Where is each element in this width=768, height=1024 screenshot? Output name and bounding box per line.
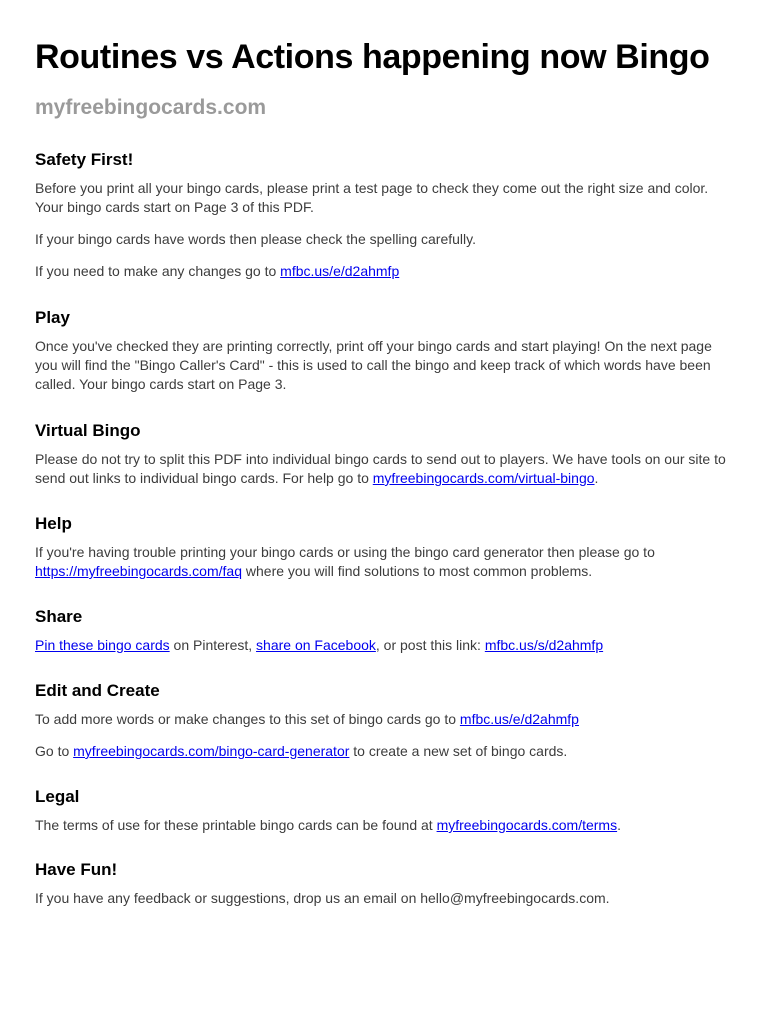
- section-have-fun: [35, 859, 738, 908]
- pinterest-link[interactable]: Pin these bingo cards: [35, 637, 170, 653]
- section-safety-first: [35, 149, 738, 281]
- safety-text: If you need to make any changes go to: [35, 263, 281, 279]
- help-text: If you're having trouble printing your bingo cards or using the bingo card generator then please go to: [35, 544, 655, 560]
- safety-paragraph-1: Before you print all your bingo cards, please print a test page to check they come out the right size and color. Your bingo cards start on Page 3 of this PDF.: [35, 180, 709, 215]
- share-text-1: on Pinterest,: [169, 637, 257, 653]
- section-edit-and-create: [35, 680, 738, 761]
- virtual-text: Please do not try to split this PDF into individual bingo cards to send out to players. We have tools on our site to send out links to individual bingo cards. For help go to: [35, 451, 726, 486]
- fun-paragraph: If you have any feedback or suggestions, drop us an email on hello@myfreebingocards.com.: [35, 890, 610, 906]
- help-heading: Help: [35, 514, 72, 533]
- site-name: myfreebingocards.com: [35, 96, 267, 119]
- section-play: [35, 307, 738, 394]
- safety-heading: Safety First!: [35, 150, 134, 169]
- play-paragraph: Once you've checked they are printing correctly, print off your bingo cards and start playing! On the next page you will find the "Bingo Caller's Card" - this is used to call the bingo and keep track of which words have been called. Your bingo cards start on Page 3.: [35, 338, 712, 392]
- facebook-link[interactable]: share on Facebook: [256, 637, 376, 653]
- help-paragraph: [35, 543, 738, 581]
- section-share: [35, 606, 738, 655]
- virtual-bingo-link[interactable]: myfreebingocards.com/virtual-bingo: [372, 470, 595, 486]
- generator-link[interactable]: myfreebingocards.com/bingo-card-generator: [73, 743, 350, 759]
- virtual-paragraph: [35, 450, 738, 488]
- edit-paragraph-2: [35, 742, 738, 761]
- edit-set-link[interactable]: mfbc.us/e/d2ahmfp: [459, 711, 579, 727]
- help-suffix: where you will find solutions to most common problems.: [242, 563, 593, 579]
- legal-heading: Legal: [35, 787, 80, 806]
- safety-paragraph-2: If your bingo cards have words then please check the spelling carefully.: [35, 231, 476, 247]
- legal-paragraph: [35, 816, 738, 835]
- terms-link[interactable]: myfreebingocards.com/terms: [436, 817, 618, 833]
- share-heading: Share: [35, 607, 83, 626]
- safety-paragraph-3: [35, 262, 738, 281]
- faq-link[interactable]: https://myfreebingocards.com/faq: [35, 563, 242, 579]
- generator-suffix: to create a new set of bingo cards.: [349, 743, 568, 759]
- virtual-suffix: .: [594, 470, 599, 486]
- section-legal: [35, 786, 738, 835]
- edit-text: To add more words or make changes to this set of bingo cards go to: [35, 711, 460, 727]
- share-text-2: , or post this link:: [375, 637, 485, 653]
- edit-link[interactable]: mfbc.us/e/d2ahmfp: [280, 263, 400, 279]
- virtual-heading: Virtual Bingo: [35, 421, 141, 440]
- edit-heading: Edit and Create: [35, 681, 160, 700]
- share-paragraph: [35, 636, 738, 655]
- legal-text: The terms of use for these printable bingo cards can be found at: [35, 817, 437, 833]
- section-help: [35, 513, 738, 581]
- play-heading: Play: [35, 308, 70, 327]
- legal-suffix: .: [617, 817, 621, 833]
- generator-text: Go to: [35, 743, 74, 759]
- section-virtual-bingo: [35, 420, 738, 488]
- share-short-link[interactable]: mfbc.us/s/d2ahmfp: [484, 637, 604, 653]
- page-title: Routines vs Actions happening now Bingo: [35, 38, 710, 76]
- fun-heading: Have Fun!: [35, 860, 118, 879]
- edit-paragraph-1: [35, 710, 738, 729]
